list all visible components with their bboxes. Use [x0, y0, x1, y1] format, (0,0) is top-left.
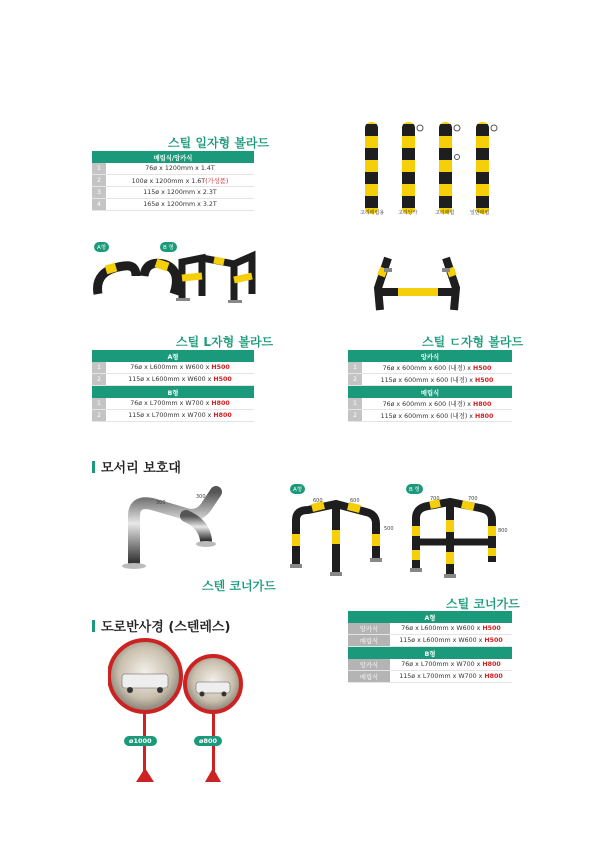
table-row: 1 76ø x L600mm x W600 x H500 — [92, 362, 254, 374]
type-a-tag: A형 — [290, 484, 305, 494]
table-row: 1 76ø x 600mm x 600 (내경) x H800 — [348, 398, 512, 410]
table-row: 2 100ø x 1200mm x 1.6T(가성품) — [92, 175, 254, 187]
type-b-tag: B 형 — [160, 242, 177, 252]
table-row: 2 115ø x L700mm x W700 x H800 — [92, 410, 254, 422]
table-row: 1 76ø x 1200mm x 1.4T — [92, 163, 254, 175]
dim-label: 700 — [468, 496, 478, 502]
table-row: 2 115ø x 600mm x 600 (내경) x H800 — [348, 410, 512, 422]
road-mirrors-photo — [108, 636, 248, 784]
spec-table-straight — [92, 151, 254, 211]
bollard-caption-2: 고리앙카 — [398, 210, 418, 216]
caption-steel-corner-guard: 스틸 코너가드 — [446, 597, 520, 611]
table-row: 매립식 115ø x L700mm x W700 x H800 — [348, 671, 512, 683]
table-row: 4 165ø x 1200mm x 3.2T — [92, 199, 254, 211]
table-row: 매립식 115ø x L600mm x W600 x H500 — [348, 635, 512, 647]
section-heading-road-mirror: 도로반사경 (스텐레스) — [92, 616, 230, 635]
spec-table-corner — [348, 611, 512, 683]
type-b-tag: B 형 — [406, 484, 423, 494]
spec-table-c — [348, 350, 512, 422]
bollard-caption-1: 고리매립용 — [360, 210, 385, 216]
heading-bar — [92, 461, 95, 473]
dim-label: 300 — [156, 500, 166, 506]
l-bollard-photo — [84, 248, 264, 308]
spec-table-l — [92, 350, 254, 422]
bollard-caption-3: 고리매립 — [435, 210, 455, 216]
table-header: A형 — [92, 350, 254, 362]
table-row: 앙카식 76ø x L700mm x W700 x H800 — [348, 659, 512, 671]
table-header: A형 — [348, 611, 512, 623]
dim-label: 800 — [498, 528, 508, 534]
table-header: 매립식/앙카식 — [92, 151, 254, 163]
table-row: 1 76ø x 600mm x 600 (내경) x H500 — [348, 362, 512, 374]
table-row: 1 76ø x L700mm x W700 x H800 — [92, 398, 254, 410]
section-title-c-bollard: 스틸 ㄷ자형 볼라드 — [422, 335, 524, 349]
table-header: 앙카식 — [348, 350, 512, 362]
heading-bar — [92, 620, 95, 632]
table-row: 2 115ø x L600mm x W600 x H500 — [92, 374, 254, 386]
caption-sten-corner-guard: 스텐 코너가드 — [202, 579, 276, 593]
type-a-tag: A형 — [94, 242, 109, 252]
c-bollard-photo — [368, 246, 468, 322]
table-row: 앙카식 76ø x L600mm x W600 x H500 — [348, 623, 512, 635]
straight-bollards-photo — [350, 112, 510, 224]
section-heading-corner-guard: 모서리 보호대 — [92, 457, 181, 476]
table-row: 2 115ø x 600mm x 600 (내경) x H500 — [348, 374, 512, 386]
dim-label: 600 — [313, 498, 323, 504]
section-title-straight-bollard: 스틸 일자형 볼라드 — [168, 136, 270, 150]
mirror-size-tag: ø1000 — [124, 736, 157, 746]
dim-label: 300 — [196, 494, 206, 500]
table-header: B형 — [348, 647, 512, 660]
dim-label: 600 — [350, 498, 360, 504]
table-header: 매립식 — [348, 386, 512, 399]
dim-label: 700 — [430, 496, 440, 502]
table-row: 3 115ø x 1200mm x 2.3T — [92, 187, 254, 199]
section-title-l-bollard: 스틸 L자형 볼라드 — [176, 335, 274, 349]
dim-label: 500 — [384, 526, 394, 532]
bollard-caption-4: 일반매립 — [470, 210, 490, 216]
mirror-size-tag: ø800 — [194, 736, 222, 746]
table-header: B형 — [92, 386, 254, 399]
sten-corner-guard-photo — [112, 486, 238, 572]
